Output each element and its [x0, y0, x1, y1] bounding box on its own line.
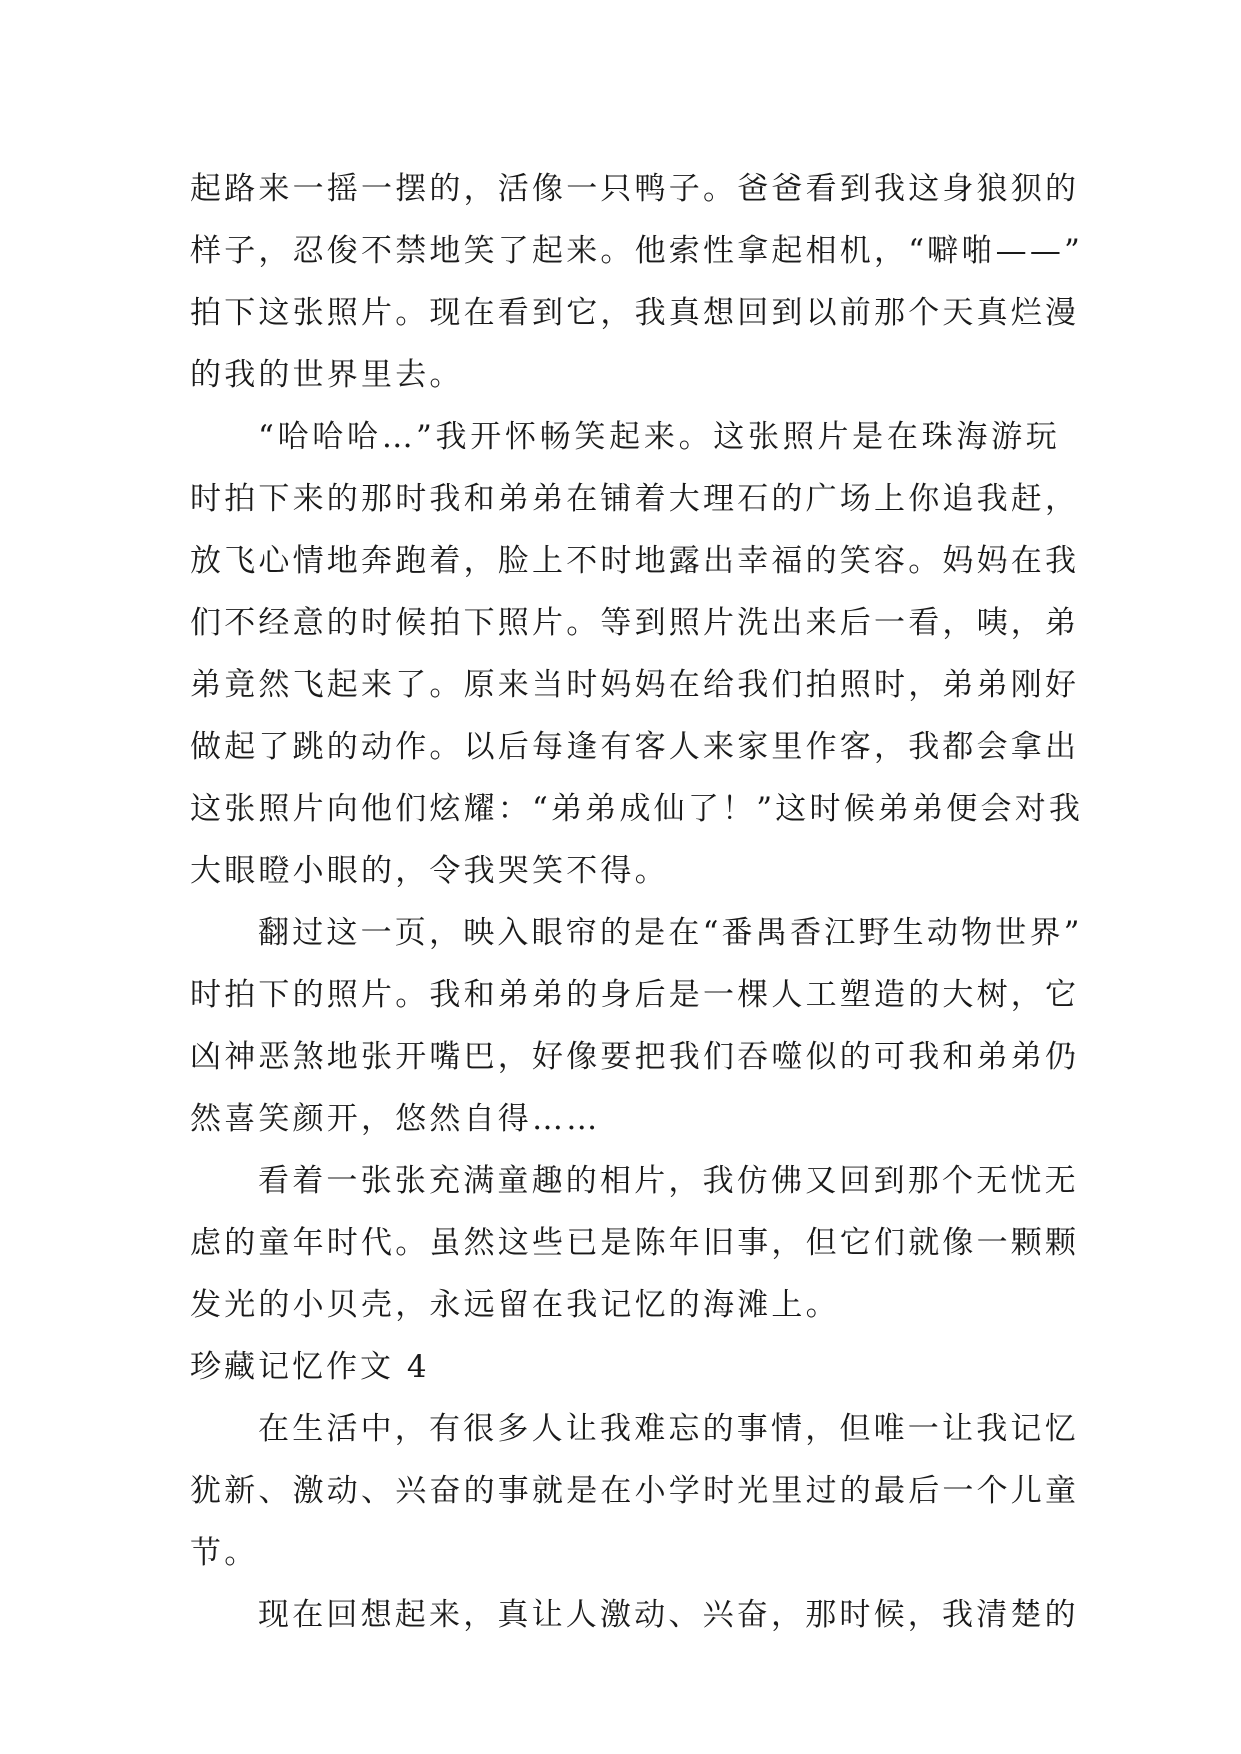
- section-heading: 珍藏记忆作文 4: [190, 1349, 430, 1385]
- paragraph-2: [190, 406, 1084, 902]
- text-line: 犹新、激动、兴奋的事就是在小学时光里过的最后一个儿童: [190, 1473, 1080, 1509]
- text-line: 时拍下来的那时我和弟弟在铺着大理石的广场上你追我赶，: [190, 481, 1080, 517]
- text-line: 这张照片向他们炫耀：“弟弟成仙了！”这时候弟弟便会对我: [190, 791, 1084, 827]
- text-line: 放飞心情地奔跑着，脸上不时地露出幸福的笑容。妈妈在我: [190, 543, 1080, 579]
- text-line: 凶神恶煞地张开嘴巴，好像要把我们吞噬似的可我和弟弟仍: [190, 1039, 1080, 1075]
- text-line: 时拍下的照片。我和弟弟的身后是一棵人工塑造的大树，它: [190, 977, 1080, 1013]
- text-line: 节。: [190, 1535, 259, 1571]
- paragraph-6: [190, 1584, 1079, 1646]
- text-line: 起路来一摇一摆的，活像一只鸭子。爸爸看到我这身狼狈的: [190, 171, 1080, 207]
- text-line: “哈哈哈…”我开怀畅笑起来。这张照片是在珠海游玩: [258, 419, 1060, 455]
- text-line: 弟竟然飞起来了。原来当时妈妈在给我们拍照时，弟弟刚好: [190, 667, 1080, 703]
- text-line: 然喜笑颜开，悠然自得……: [190, 1101, 601, 1137]
- text-line: 们不经意的时候拍下照片。等到照片洗出来后一看，咦，弟: [190, 605, 1080, 641]
- text-line: 做起了跳的动作。以后每逢有客人来家里作客，我都会拿出: [190, 729, 1080, 765]
- text-line: 在生活中，有很多人让我难忘的事情，但唯一让我记忆: [258, 1411, 1079, 1447]
- paragraph-1: [190, 158, 1084, 406]
- text-line: 发光的小贝壳，永远留在我记忆的海滩上。: [190, 1287, 840, 1323]
- text-line: 翻过这一页，映入眼帘的是在“番禺香江野生动物世界”: [258, 915, 1083, 951]
- paragraph-3: [190, 902, 1083, 1150]
- text-line: 样子，忍俊不禁地笑了起来。他索性拿起相机，“噼啪——”: [190, 233, 1084, 269]
- text-line: 拍下这张照片。现在看到它，我真想回到以前那个天真烂漫: [190, 295, 1080, 331]
- text-line: 大眼瞪小眼的，令我哭笑不得。: [190, 853, 669, 889]
- document-body: [190, 158, 1084, 1646]
- paragraph-5: [190, 1398, 1080, 1584]
- text-line: 虑的童年时代。虽然这些已是陈年旧事，但它们就像一颗颗: [190, 1225, 1080, 1261]
- text-line: 看着一张张充满童趣的相片，我仿佛又回到那个无忧无: [258, 1163, 1079, 1199]
- text-line: 的我的世界里去。: [190, 357, 464, 393]
- text-line: 现在回想起来，真让人激动、兴奋，那时候，我清楚的: [258, 1597, 1079, 1633]
- paragraph-4: [190, 1150, 1080, 1336]
